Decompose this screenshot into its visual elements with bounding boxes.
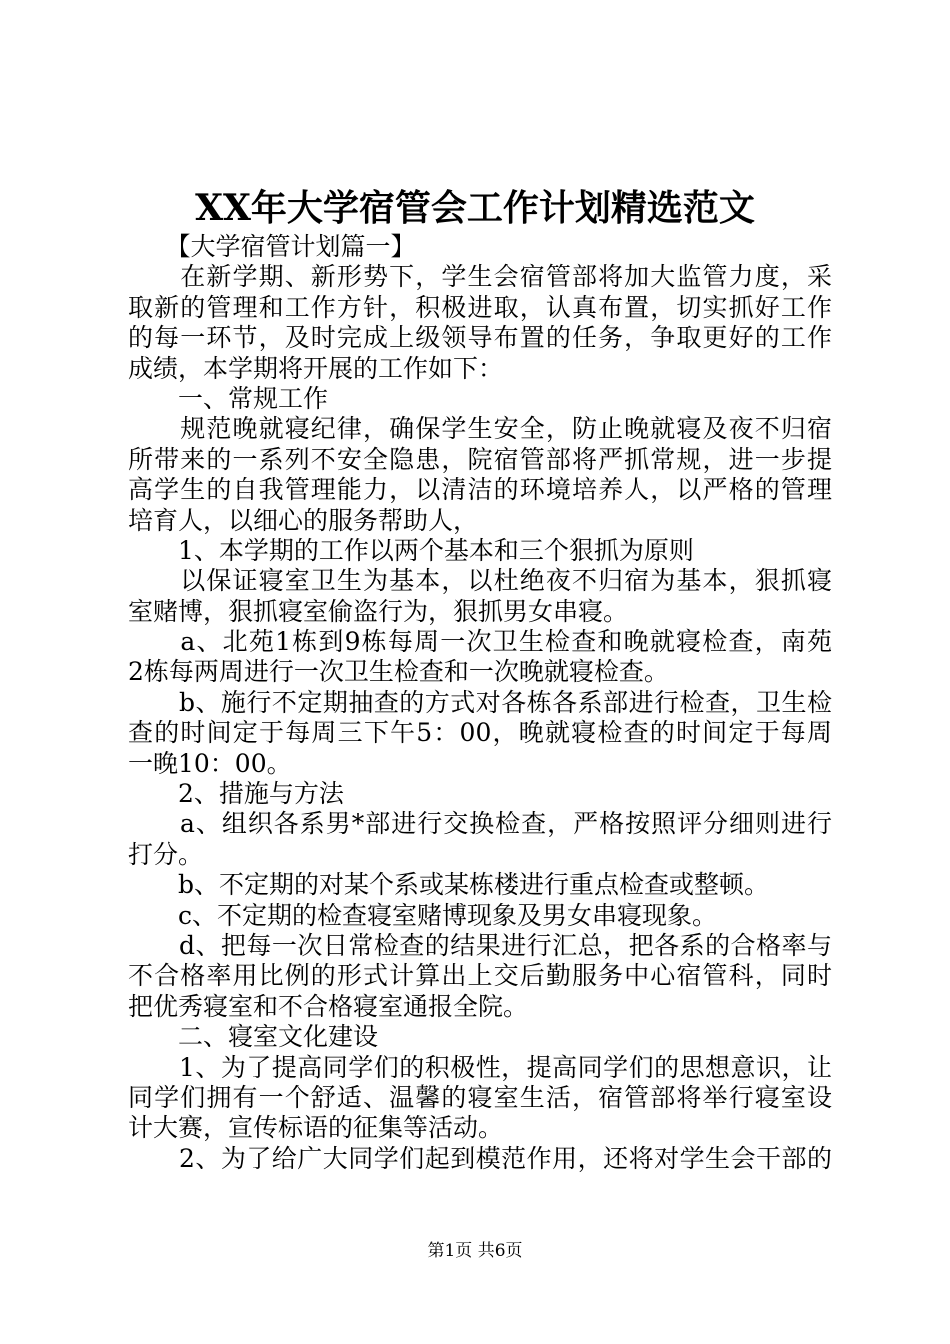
text-line: a、北苑1栋到9栋每周一次卫生检查和晚就寝检查，南苑 <box>128 627 832 657</box>
text-line: 计大赛，宣传标语的征集等活动。 <box>128 1113 504 1143</box>
text-line: 规范晚就寝纪律，确保学生安全，防止晚就寝及夜不归宿 <box>128 414 832 444</box>
text-line: 室赌博，狠抓寝室偷盗行为，狠抓男女串寝。 <box>128 596 629 626</box>
document-body <box>128 232 832 1174</box>
text-line: c、不定期的检查寝室赌博现象及男女串寝现象。 <box>128 900 718 930</box>
text-line: 1、为了提高同学们的积极性，提高同学们的思想意识，让 <box>128 1052 832 1082</box>
text-line: 【大学宿管计划篇一】 <box>128 232 416 261</box>
text-line: b、施行不定期抽查的方式对各栋各系部进行检查，卫生检 <box>128 687 832 717</box>
text-line: 在新学期、新形势下，学生会宿管部将加大监管力度，采 <box>128 262 832 292</box>
text-line: 一、常规工作 <box>128 383 329 413</box>
text-line: 不合格率用比例的形式计算出上交后勤服务中心宿管科，同时 <box>128 961 832 991</box>
text-line: 1、本学期的工作以两个基本和三个狠抓为原则 <box>128 535 694 565</box>
text-line: 2、为了给广大同学们起到模范作用，还将对学生会干部的 <box>128 1143 832 1173</box>
text-line: 查的时间定于每周三下午5：00，晚就寝检查的时间定于每周 <box>128 718 832 748</box>
text-line: 培育人，以细心的服务帮助人， <box>128 505 479 535</box>
text-line: a、组织各系男*部进行交换检查，严格按照评分细则进行 <box>128 809 832 839</box>
text-line: 成绩，本学期将开展的工作如下： <box>128 353 504 383</box>
text-line: 以保证寝室卫生为基本，以杜绝夜不归宿为基本，狠抓寝 <box>128 566 832 596</box>
text-line: 2、措施与方法 <box>128 779 344 809</box>
text-line: 一晚10：00。 <box>128 748 292 778</box>
text-line: 打分。 <box>128 839 204 869</box>
text-line: 二、寝室文化建设 <box>128 1022 379 1052</box>
text-line: 把优秀寝室和不合格寝室通报全院。 <box>128 991 529 1021</box>
text-line: 2栋每两周进行一次卫生检查和一次晚就寝检查。 <box>128 657 669 687</box>
page-footer: 第1页 共6页 <box>427 1241 523 1261</box>
text-line: d、把每一次日常检查的结果进行汇总，把各系的合格率与 <box>128 930 832 960</box>
document-title: XX年大学宿管会工作计划精选范文 <box>195 187 755 229</box>
text-line: 高学生的自我管理能力，以清洁的环境培养人，以严格的管理 <box>128 475 832 505</box>
text-line: 同学们拥有一个舒适、温馨的寝室生活，宿管部将举行寝室设 <box>128 1082 832 1112</box>
text-line: 的每一环节，及时完成上级领导布置的任务，争取更好的工作 <box>128 323 832 353</box>
text-line: 所带来的一系列不安全隐患，院宿管部将严抓常规，进一步提 <box>128 444 832 474</box>
text-line: b、不定期的对某个系或某栋楼进行重点检查或整顿。 <box>128 870 770 900</box>
text-line: 取新的管理和工作方针，积极进取，认真布置，切实抓好工作 <box>128 292 832 322</box>
